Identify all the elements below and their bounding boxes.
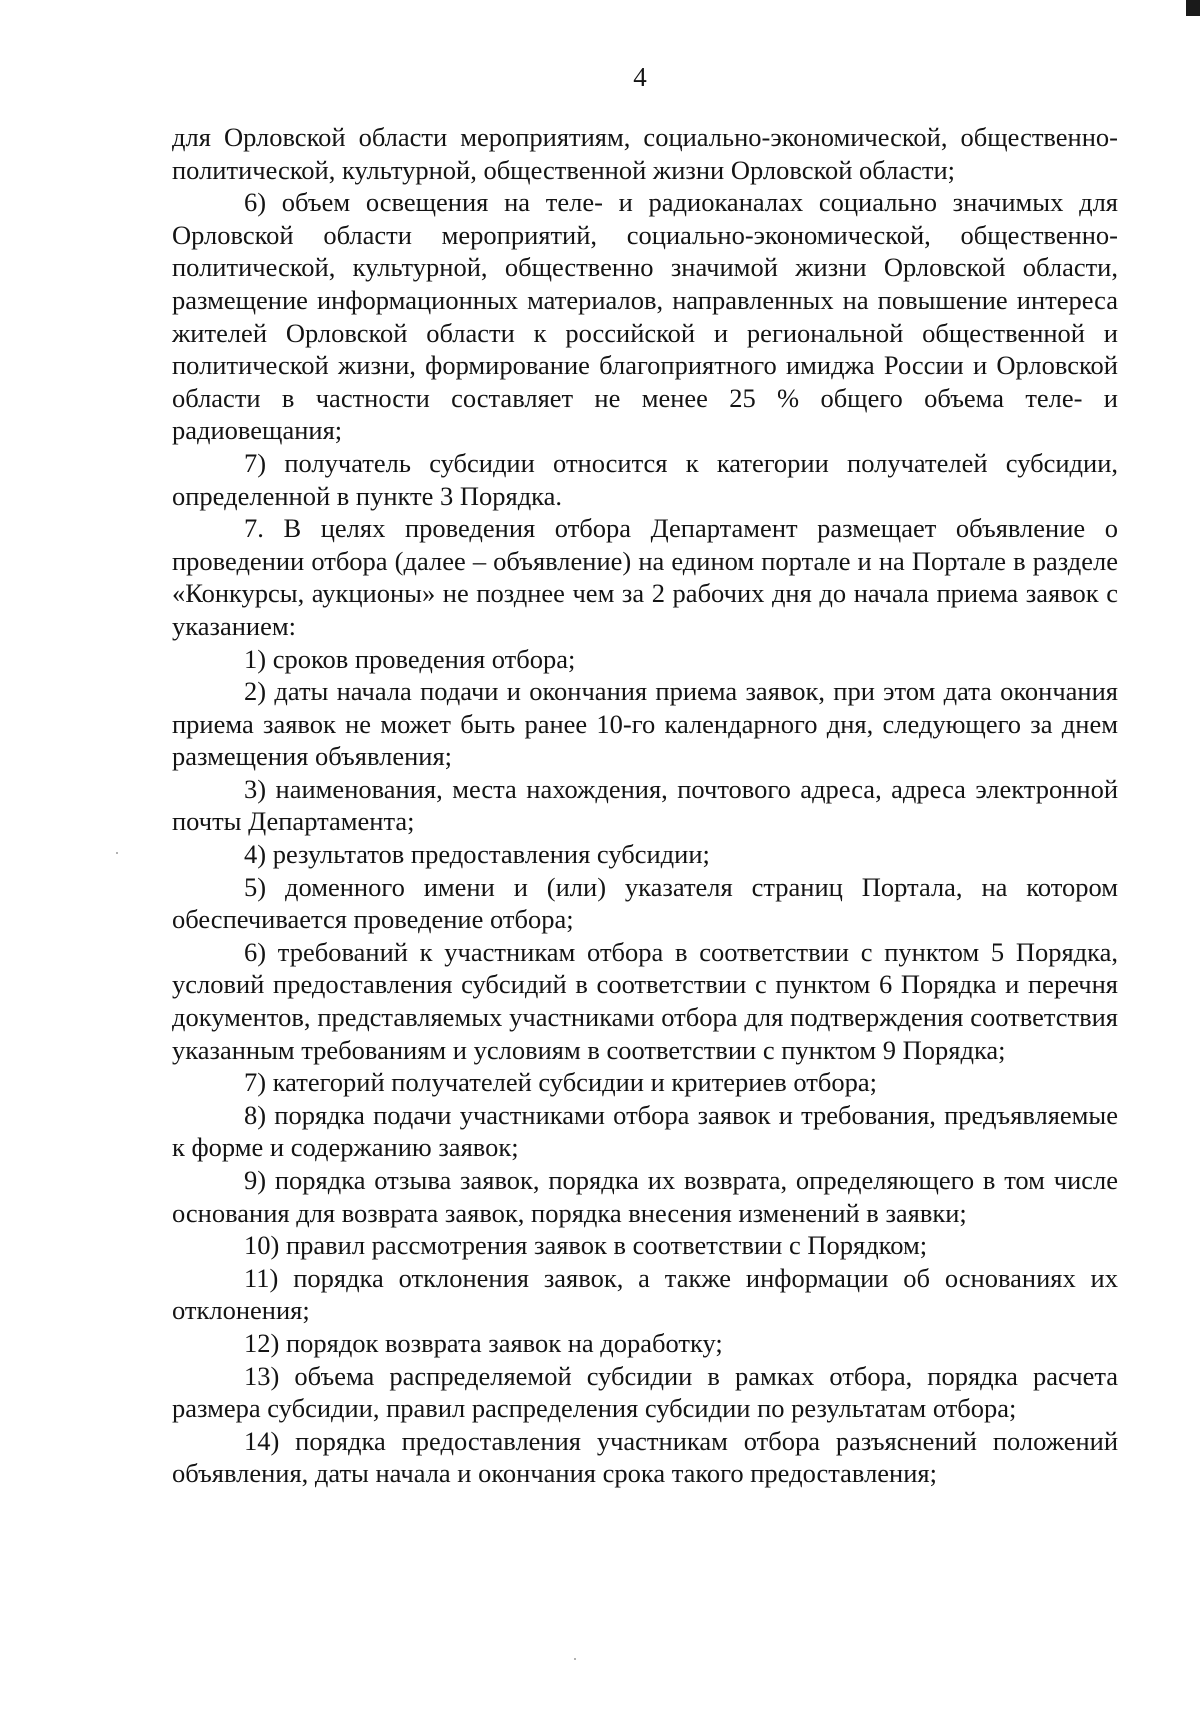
document-body (172, 121, 1118, 1490)
list-item-12: 12) порядок возврата заявок на доработку; (244, 1327, 723, 1358)
list-item-3: 3) наименования, места нахождения, почтового адреса, адреса электронной почты Департамента; (172, 773, 1118, 837)
list-item-7: 7) категорий получателей субсидии и критериев отбора; (244, 1067, 877, 1098)
page-number: 4 (633, 62, 647, 92)
scan-corner-mark (1186, 0, 1200, 16)
clause-7-announcement: 7. В целях проведения отбора Департамент размещает объявление о проведении отбора (далее – объявление) на едином портале и на Портале в разделе «Конкурсы, аукционы» не позднее чем за 2 рабочих дня до начала приема заявок с указанием: (172, 513, 1118, 641)
list-item-2: 2) даты начала подачи и окончания приема заявок, при этом дата окончания приема заявок не может быть ранее 10-го календарного дня, следующего за днем размещения объявления; (172, 676, 1118, 772)
list-item-7-recipient-category: 7) получатель субсидии относится к категории получателей субсидии, определенной в пункте 3 Порядка. (172, 447, 1118, 511)
list-item-6-coverage: 6) объем освещения на теле- и радиоканалах социально значимых для Орловской области мероприятий, социально-экономической, общественно-политической, культурной, общественно значимой жизни Орловской области, размещение информационных материалов, направленных на повышение интереса жителей Орловской области к российской и региональной общественной и политической жизни, формирование благоприятного имиджа России и Орловской области в частности составляет не менее 25 % общего объема теле- и радиовещания; (172, 187, 1118, 446)
list-item-5: 5) доменного имени и (или) указателя страниц Портала, на котором обеспечивается проведение отбора; (172, 871, 1118, 935)
list-item-4: 4) результатов предоставления субсидии; (244, 839, 710, 870)
paragraph-continuation: для Орловской области мероприятиям, социально-экономической, общественно-политической, культурной, общественной жизни Орловской области; (172, 122, 1118, 185)
list-item-8: 8) порядка подачи участниками отбора заявок и требования, предъявляемые к форме и содержанию заявок; (172, 1099, 1118, 1163)
list-item-9: 9) порядка отзыва заявок, порядка их возврата, определяющего в том числе основания для возврата заявок, порядка внесения изменений в заявки; (172, 1165, 1118, 1228)
list-item-6: 6) требований к участникам отбора в соответствии с пунктом 5 Порядка, условий предоставления субсидий в соответствии с пунктом 6 Порядка и перечня документов, представляемых участниками отбора для подтверждения соответствия указанным требованиям и условиям в соответствии с пунктом 9 Порядка; (172, 936, 1118, 1065)
list-item-10: 10) правил рассмотрения заявок в соответствии с Порядком; (244, 1230, 928, 1261)
list-item-11: 11) порядка отклонения заявок, а также информации об основаниях их отклонения; (172, 1262, 1118, 1326)
list-item-13: 13) объема распределяемой субсидии в рамках отбора, порядка расчета размера субсидии, правил распределения субсидии по результатам отбора; (172, 1360, 1118, 1424)
list-item-14: 14) порядка предоставления участникам отбора разъяснений положений объявления, даты начала и окончания срока такого предоставления; (172, 1425, 1118, 1489)
scan-speck (116, 852, 118, 854)
scan-speck (574, 1658, 576, 1660)
list-item-1: 1) сроков проведения отбора; (244, 643, 576, 674)
